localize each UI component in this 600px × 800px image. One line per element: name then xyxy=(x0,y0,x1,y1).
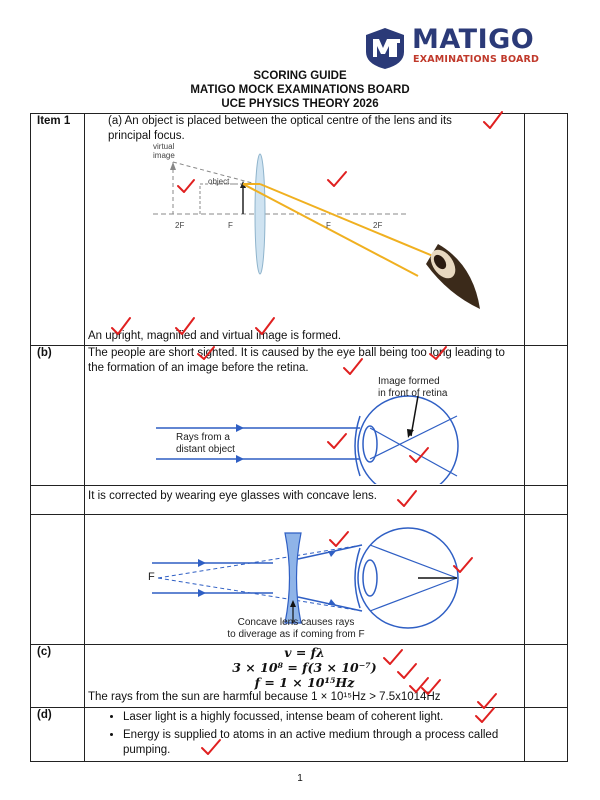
part-b-correction: It is corrected by wearing eye glasses with concave lens. xyxy=(88,490,377,502)
object-label: object xyxy=(208,177,230,186)
equation-frequency: f = 1 × 10¹⁵Hz xyxy=(254,675,355,690)
part-d-label: (d) xyxy=(37,709,52,721)
item-label: Item 1 xyxy=(37,115,71,127)
scoring-table xyxy=(30,113,568,762)
table-row xyxy=(31,645,568,708)
table-row xyxy=(31,486,568,515)
page-number: 1 xyxy=(297,773,303,784)
axis-label-2f-right: 2F xyxy=(373,221,383,230)
axis-label-2f-left: 2F xyxy=(175,221,185,230)
table-row xyxy=(31,346,568,486)
table-row xyxy=(31,114,568,346)
concave-caption: Concave lens causes rays to diverage as if coming from F xyxy=(227,617,365,640)
logo-shield-icon xyxy=(362,26,408,70)
focus-label: F xyxy=(148,571,155,583)
equation-substitution: 3 × 10⁸ = f(3 × 10⁻⁷) xyxy=(232,660,377,675)
image-front-retina-label: Image formed in front of retina xyxy=(378,376,448,399)
axis-label-f-right: F xyxy=(326,221,331,230)
part-b-label: (b) xyxy=(37,347,52,359)
part-a-text: (a) An object is placed between the optical centre of the lens and its principal focus. xyxy=(108,115,452,142)
heading-paper: UCE PHYSICS THEORY 2026 xyxy=(221,98,379,110)
axis-label-f-left: F xyxy=(228,221,233,230)
part-d-list xyxy=(88,710,521,758)
heading-board: MATIGO MOCK EXAMINATIONS BOARD xyxy=(190,84,410,96)
list-item: • Energy is supplied to atoms in an active medium through a process called pumping. xyxy=(123,728,521,758)
list-item: • Laser light is a highly focussed, intense beam of coherent light. xyxy=(123,710,521,725)
board-logo xyxy=(362,26,542,70)
rays-label: Rays from a distant object xyxy=(176,432,235,455)
part-b-text: The people are short sighted. It is caused by the eye ball being too long leading to the formation of an image before the retina. xyxy=(88,347,505,374)
short-sight-diagram xyxy=(88,376,521,484)
table-row xyxy=(31,708,568,762)
part-c-conclusion: The rays from the sun are harmful because 1 × 10¹⁵Hz > 7.5x1014Hz xyxy=(88,691,441,703)
part-a-conclusion: An upright, magnified and virtual image is formed. xyxy=(88,330,342,342)
heading-scoring-guide: SCORING GUIDE xyxy=(253,70,347,82)
part-c-label: (c) xyxy=(37,646,52,658)
concave-lens-diagram xyxy=(88,515,521,643)
virtual-image-label: virtual image xyxy=(153,142,175,160)
equation-wave: v = fλ xyxy=(284,645,325,660)
table-row xyxy=(31,515,568,645)
convex-lens-diagram xyxy=(88,144,521,329)
logo-subtitle: EXAMINATIONS BOARD xyxy=(413,54,540,65)
logo-wordmark: MATIGO xyxy=(412,24,535,55)
